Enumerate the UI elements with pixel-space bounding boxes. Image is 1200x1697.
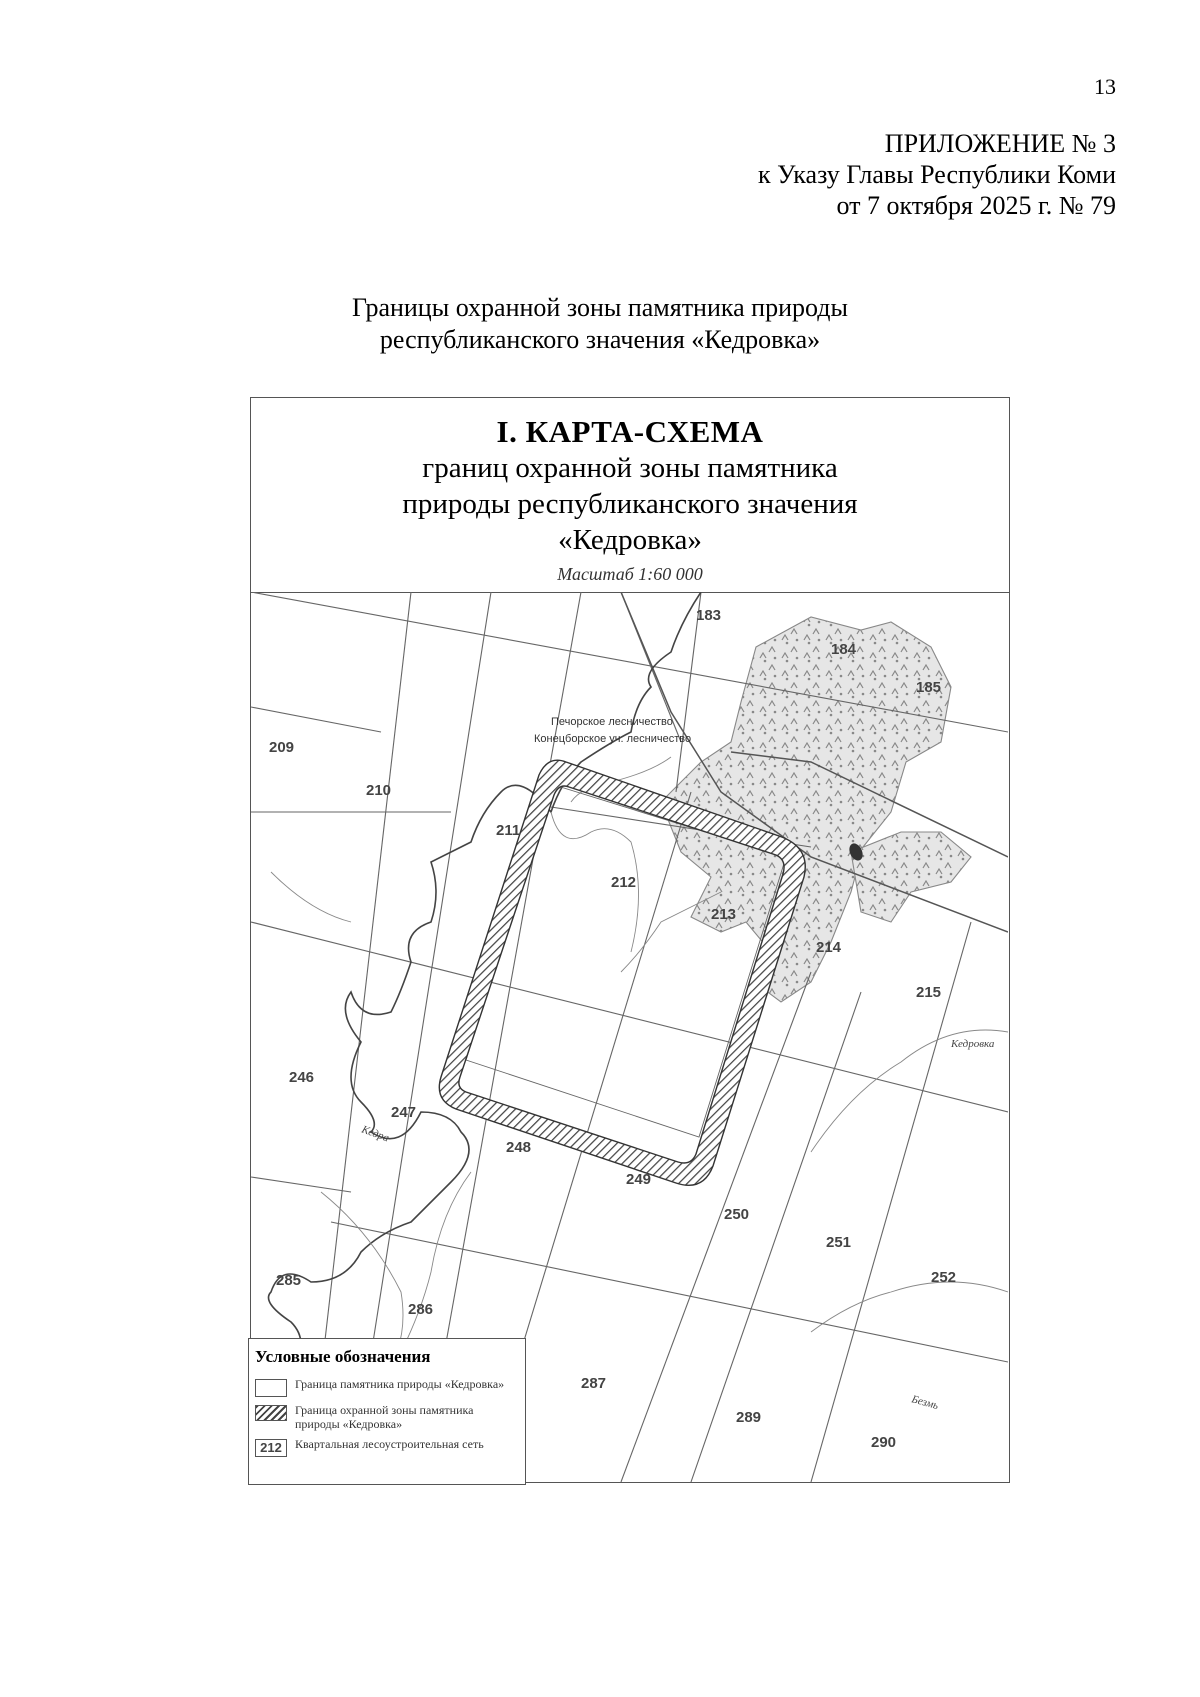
legend-item-protection-zone (255, 1403, 519, 1431)
document-title-line-2: республиканского значения «Кедровка» (379, 325, 821, 354)
quarter-287: 287 (581, 1375, 607, 1392)
page-number: 13 (1094, 74, 1116, 99)
protection-zone-swatch (255, 1405, 287, 1421)
appendix-line-1: ПРИЛОЖЕНИЕ № 3 (884, 129, 1116, 158)
river-label-kedrovka: Кедровка (951, 1038, 995, 1050)
map-frame (250, 397, 1010, 1483)
quarter-210: 210 (366, 782, 392, 799)
forestry-label-1: Печорское лесничество (551, 716, 673, 728)
legend-item-1-label: Граница памятника природы «Кедровка» (295, 1377, 505, 1391)
map-subtitle-3: «Кедровка» (558, 524, 702, 556)
quarter-249: 249 (626, 1171, 652, 1188)
quarter-213: 213 (711, 906, 737, 923)
map-scale: Масштаб 1:60 000 (557, 564, 703, 584)
stream (271, 872, 351, 922)
forestry-label-2: Конецборское уч. лесничество (534, 733, 692, 745)
quarter-214: 214 (816, 939, 842, 956)
quarter-286: 286 (408, 1301, 434, 1318)
river-label-kedra: Кедра (359, 1123, 391, 1145)
legend-item-monument-boundary (255, 1377, 519, 1397)
quarter-290: 290 (871, 1434, 897, 1451)
quarter-251: 251 (826, 1234, 852, 1251)
legend-title: Условные обозначения (255, 1347, 431, 1366)
quarter-183: 183 (696, 607, 722, 624)
quarter-211: 211 (496, 822, 521, 839)
legend-item-3-label: Квартальная лесоустроительная сеть (295, 1437, 484, 1451)
quarter-215: 215 (916, 984, 942, 1001)
quarter-246: 246 (289, 1069, 315, 1086)
quarter-number-swatch: 212 (255, 1439, 287, 1457)
appendix-line-3: от 7 октября 2025 г. № 79 (836, 191, 1116, 220)
quarter-248: 248 (506, 1139, 532, 1156)
river-label-bezm: Безмь (910, 1393, 940, 1412)
stream (811, 1282, 1008, 1332)
quarter-185: 185 (916, 679, 942, 696)
map-subtitle-2: природы республиканского значения (402, 488, 858, 520)
marsh-area-east (851, 832, 971, 922)
quarter-209: 209 (269, 739, 295, 756)
quarter-184: 184 (831, 641, 857, 658)
quarter-212: 212 (611, 874, 637, 891)
legend-item-2-label: Граница охранной зоны памятника природы «Кедровка» (295, 1403, 474, 1431)
map-subtitle-1: границ охранной зоны памятника (422, 452, 838, 484)
quarter-285: 285 (276, 1272, 302, 1289)
appendix-line-2: к Указу Главы Республики Коми (758, 160, 1116, 189)
map-header (251, 398, 1009, 593)
map-heading: I. КАРТА-СХЕМА (496, 414, 764, 449)
map-legend (248, 1338, 526, 1485)
monument-boundary-swatch (255, 1379, 287, 1397)
quarter-247: 247 (391, 1104, 417, 1121)
quarter-289: 289 (736, 1409, 762, 1426)
quarter-250: 250 (724, 1206, 750, 1223)
document-title-line-1: Границы охранной зоны памятника природы (352, 293, 848, 322)
quarter-252: 252 (931, 1269, 957, 1286)
document-title (0, 292, 1200, 356)
appendix-header (758, 128, 1116, 221)
legend-item-quarter-grid (255, 1437, 519, 1457)
